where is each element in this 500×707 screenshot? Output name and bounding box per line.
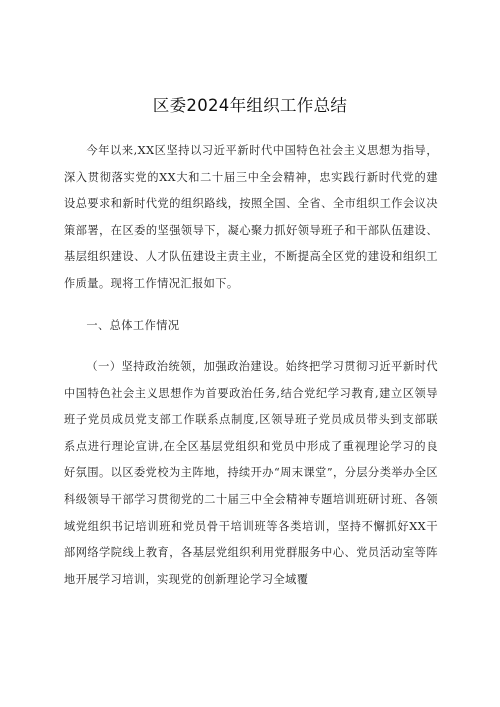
intro-paragraph: 今年以来,XX区坚持以习近平新时代中国特色社会主义思想为指导，深入贯彻落实党的XX大和二十届三中全会精神，忠实践行新时代党的建设总要求和新时代党的组织路线，按照全国、全省、全市组织工作会议决策部署，在区委的坚强领导下，凝心聚力抓好领导班子和干部队伍建设、基层组织建设、人才队伍建设主责主业，不断提高全区党的建设和组织工作质量。现将工作情况汇报如下。 bbox=[64, 144, 438, 290]
section-heading: 一、总体工作情况 bbox=[86, 319, 180, 332]
document-title: 区委2024年组织工作总结 bbox=[152, 96, 348, 115]
body-paragraph: （一）坚持政治统领，加强政治建设。始终把学习贯彻习近平新时代中国特色社会主义思想作为首要政治任务,结合党纪学习教育,建立区领导班子党员成员党支部工作联系点制度,区领导班子党员成员带头到支部联系点进行理论宣讲,在全区基层党组织和党员中形成了重视理论学习的良好氛围。以区委党校为主阵地，持续开办“周末课堂”，分层分类举办全区科级领导干部学习贯彻党的二十届三中全会精神专题培训班研讨班、各领域党组织书记培训班和党员骨干培训班等各类培训，坚持不懈抓好XX干部网络学院线上教育，各基层党组织利用党群服务中心、党员活动室等阵地开展学习培训，实现党的创新理论学习全域覆 bbox=[64, 360, 438, 586]
